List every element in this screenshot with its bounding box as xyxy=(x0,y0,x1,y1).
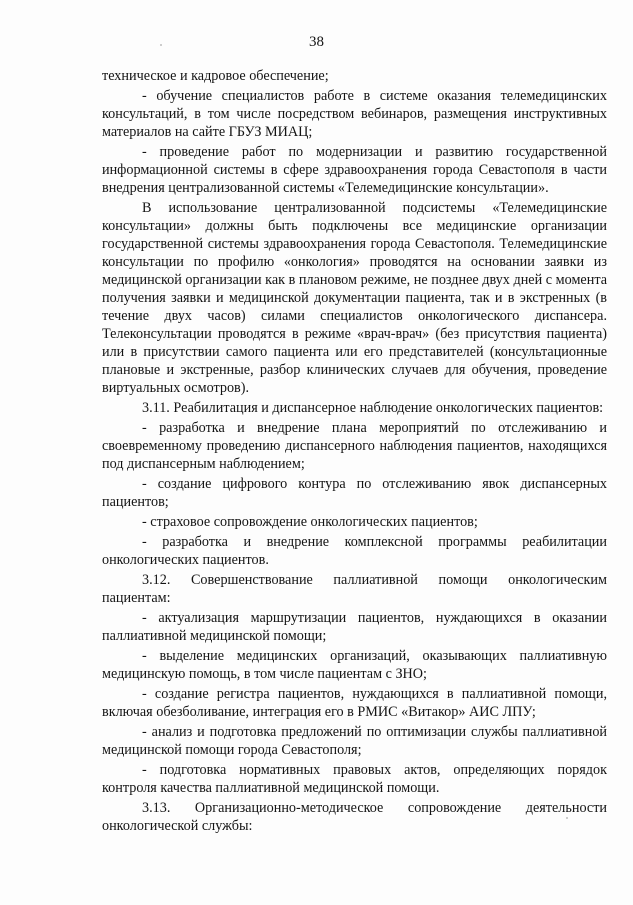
bullet-digital-contour: - создание цифрового контура по отслеживанию явок диспансерных пациентов; xyxy=(102,476,607,510)
bullet-patient-registry: - создание регистра пациентов, нуждающихся в паллиативной помощи, включая обезболивание, интеграция его в РМИС «Витакор» АИС ЛПУ; xyxy=(102,686,607,720)
section-heading-3-11: 3.11. Реабилитация и диспансерное наблюдение онкологических пациентов: xyxy=(142,400,604,416)
bullet-routing-update: - актуализация маршрутизации пациентов, нуждающихся в оказании паллиативной медицинской помощи; xyxy=(102,610,607,644)
bullet-rehabilitation-program: - разработка и внедрение комплексной программы реабилитации онкологических пациентов. xyxy=(102,534,607,568)
bullet-training-specialists: - обучение специалистов работе в системе оказания телемедицинских консультаций, в том числе посредством вебинаров, размещения инструктивных материалов на сайте ГБУЗ МИАЦ; xyxy=(102,88,607,140)
section-heading-3-12: 3.12. Совершенствование паллиативной помощи онкологическим пациентам: xyxy=(102,572,607,606)
bullet-regulatory-acts: - подготовка нормативных правовых актов, определяющих порядок контроля качества паллиативной медицинской помощи. xyxy=(102,762,607,796)
bullet-dispensary-plan: - разработка и внедрение плана мероприятий по отслеживанию и своевременному проведению диспансерного наблюдения пациентов, находящихся под диспансерным наблюдением; xyxy=(102,420,607,472)
page-number: 38 xyxy=(309,34,324,50)
body-text xyxy=(102,67,607,837)
scan-speck xyxy=(566,817,568,819)
scan-speck xyxy=(160,44,162,46)
section-heading-3-13: 3.13. Организационно-методическое сопровождение деятельности онкологической службы: xyxy=(102,800,607,834)
bullet-palliative-organizations: - выделение медицинских организаций, оказывающих паллиативную медицинскую помощь, в том числе пациентам с ЗНО; xyxy=(102,648,607,682)
paragraph-telemedicine: В использование централизованной подсистемы «Телемедицинские консультации» должны быть подключены все медицинские организации государственной системы здравоохранения города Севастополя. Телемедицинские консультации по профилю «онкология» проводятся на основании заявки из медицинской организации как в плановом режиме, не позднее двух дней с момента получения заявки и медицинской документации пациента, так и в экстренных (в течение двух часов) силами специалистов онкологического диспансера. Телеконсультации проводятся в режиме «врач-врач» (без присутствия пациента) или в присутствии самого пациента или его представителей (консультационные плановые и экстренные, разбор клинических случаев для обучения, проведение виртуальных осмотров). xyxy=(102,200,607,396)
bullet-modernization-works: - проведение работ по модернизации и развитию государственной информационной системы в сфере здравоохранения города Севастополя в части внедрения централизованной системы «Телемедицинские консультации». xyxy=(102,144,607,196)
bullet-service-optimization: - анализ и подготовка предложений по оптимизации службы паллиативной медицинской помощи города Севастополя; xyxy=(102,724,607,758)
paragraph-continuation: техническое и кадровое обеспечение; xyxy=(102,68,329,84)
bullet-insurance-support: - страховое сопровождение онкологических пациентов; xyxy=(142,514,478,530)
